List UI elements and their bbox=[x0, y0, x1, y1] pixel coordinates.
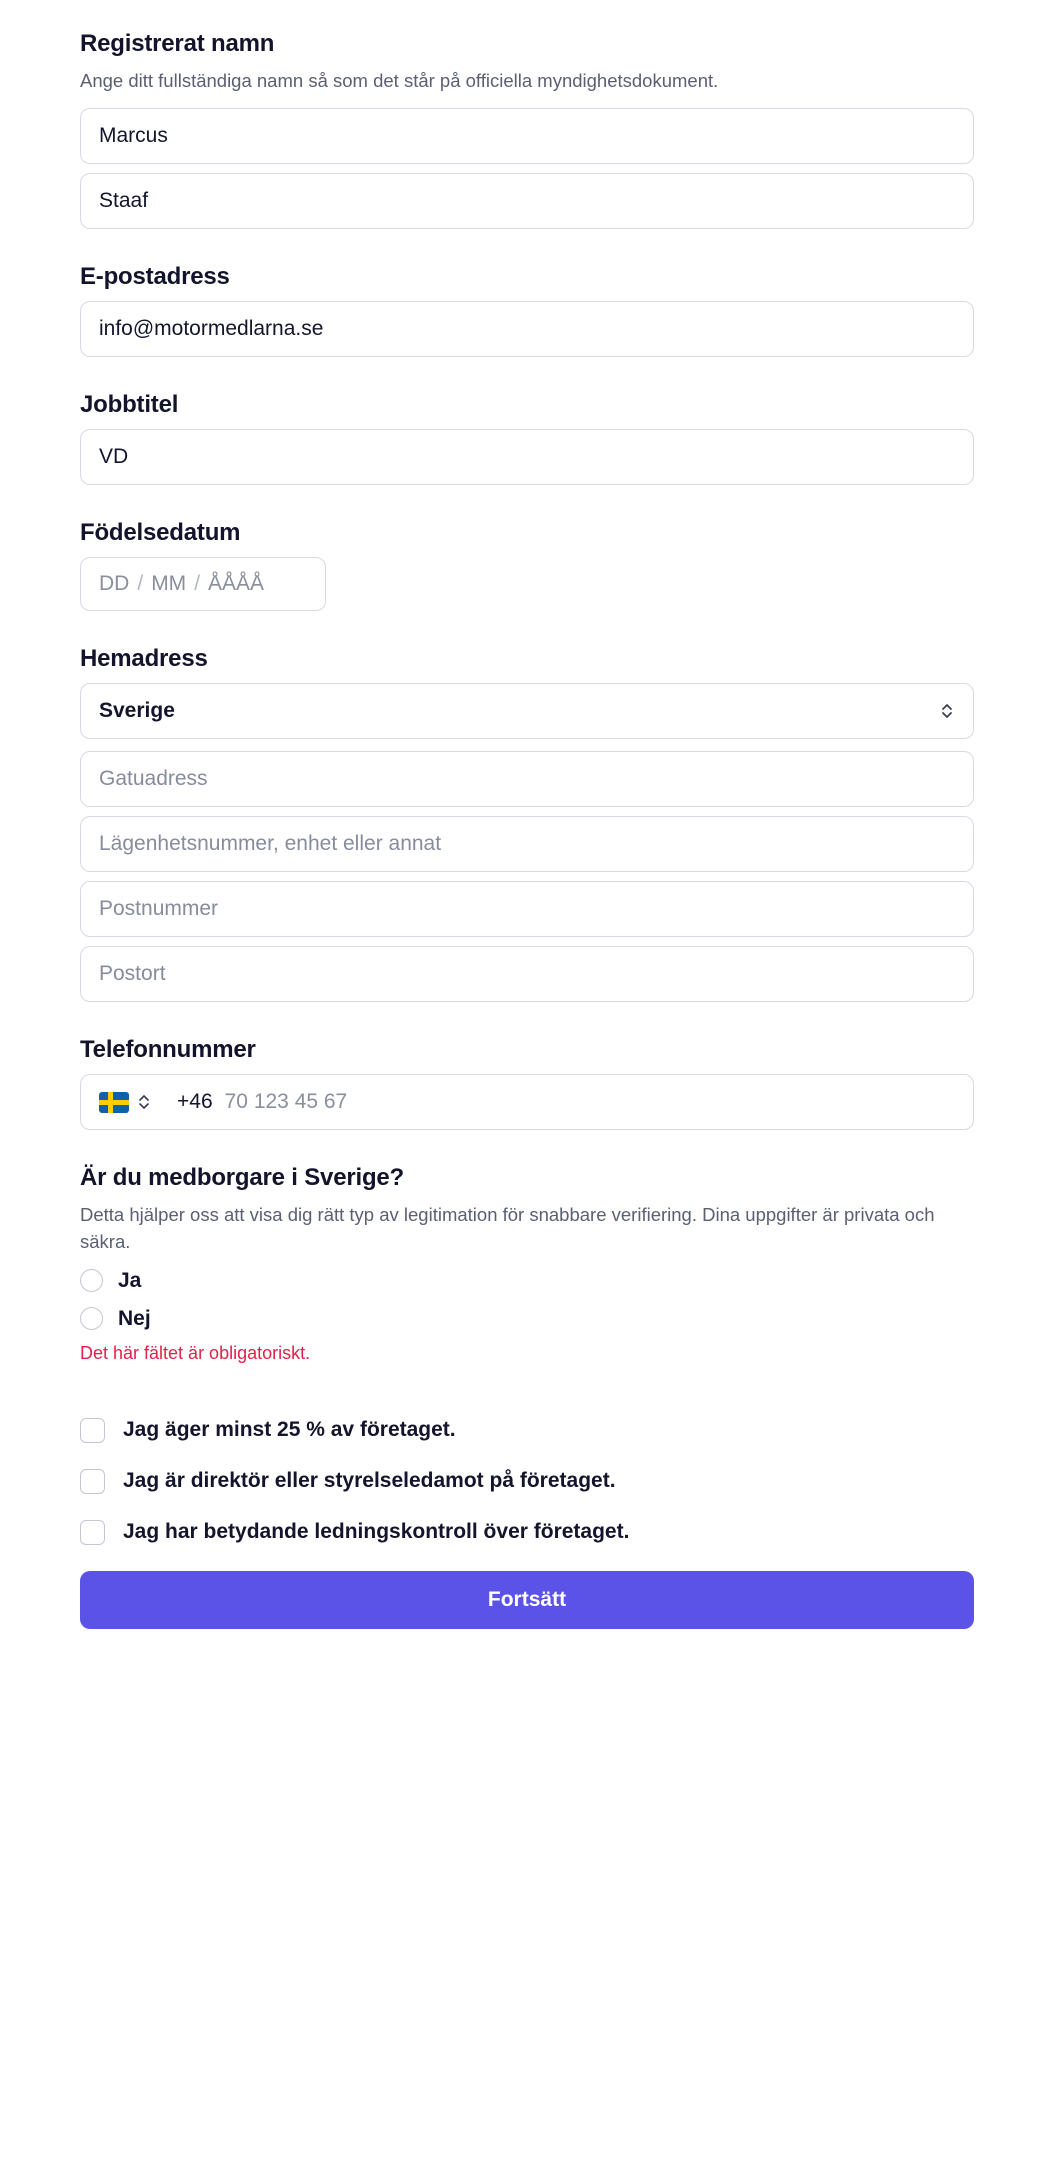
phone-input-row[interactable] bbox=[80, 1074, 974, 1130]
home-address-label: Hemadress bbox=[80, 645, 208, 673]
phone-label: Telefonnummer bbox=[80, 1036, 256, 1064]
radio-icon-no[interactable] bbox=[80, 1307, 103, 1330]
country-select[interactable] bbox=[80, 683, 974, 739]
sweden-flag-icon bbox=[99, 1092, 129, 1113]
radio-icon-yes[interactable] bbox=[80, 1269, 103, 1292]
checkbox-row-director[interactable] bbox=[80, 1469, 974, 1494]
checkbox-icon-control[interactable] bbox=[80, 1520, 105, 1545]
checkbox-row-ownership[interactable] bbox=[80, 1418, 974, 1443]
dob-day-placeholder[interactable]: DD bbox=[99, 572, 130, 596]
citizenship-label: Är du medborgare i Sverige? bbox=[80, 1164, 405, 1192]
job-title-section bbox=[80, 391, 974, 485]
street-address-input[interactable]: Gatuadress bbox=[80, 751, 974, 807]
date-of-birth-label: Födelsedatum bbox=[80, 519, 241, 547]
registered-name-section bbox=[80, 30, 974, 229]
job-title-label: Jobbtitel bbox=[80, 391, 179, 419]
citizenship-yes-label: Ja bbox=[118, 1268, 142, 1292]
registered-name-label: Registrerat namn bbox=[80, 30, 275, 57]
email-section bbox=[80, 263, 974, 357]
phone-dial-code: +46 bbox=[177, 1090, 213, 1114]
checkbox-icon-director[interactable] bbox=[80, 1469, 105, 1494]
dob-separator-2: / bbox=[194, 572, 201, 596]
dob-month-placeholder[interactable]: MM bbox=[151, 572, 187, 596]
checkbox-label-director: Jag är direktör eller styrelseledamot på företaget. bbox=[123, 1469, 616, 1493]
checkbox-row-control[interactable] bbox=[80, 1520, 974, 1545]
chevron-updown-icon[interactable] bbox=[137, 1092, 151, 1112]
home-address-section bbox=[80, 645, 974, 1002]
first-name-input[interactable]: Marcus bbox=[80, 108, 974, 164]
ownership-checkbox-group bbox=[80, 1418, 974, 1545]
citizenship-option-no[interactable] bbox=[80, 1307, 974, 1331]
phone-section bbox=[80, 1036, 974, 1130]
dob-year-placeholder[interactable]: ÅÅÅÅ bbox=[208, 572, 265, 596]
citizenship-error-message: Det här fältet är obligatoriskt. bbox=[80, 1342, 311, 1363]
postal-code-input[interactable]: Postnummer bbox=[80, 881, 974, 937]
chevron-updown-icon bbox=[939, 700, 955, 722]
city-input[interactable]: Postort bbox=[80, 946, 974, 1002]
country-select-value: Sverige bbox=[99, 699, 175, 723]
citizenship-hint: Detta hjälper oss att visa dig rätt typ av legitimation för snabbare verifiering. Dina uppgifter är privata och säkra. bbox=[80, 1204, 935, 1252]
job-title-input[interactable]: VD bbox=[80, 429, 974, 485]
checkbox-label-control: Jag har betydande ledningskontroll över företaget. bbox=[123, 1520, 630, 1544]
continue-button[interactable]: Fortsätt bbox=[80, 1571, 974, 1629]
citizenship-section bbox=[80, 1164, 974, 1364]
registered-name-hint: Ange ditt fullständiga namn så som det står på officiella myndighetsdokument. bbox=[80, 70, 719, 91]
checkbox-icon-ownership[interactable] bbox=[80, 1418, 105, 1443]
citizenship-option-yes[interactable] bbox=[80, 1269, 974, 1293]
email-input[interactable]: info@motormedlarna.se bbox=[80, 301, 974, 357]
citizenship-no-label: Nej bbox=[118, 1306, 151, 1330]
email-label: E-postadress bbox=[80, 263, 230, 291]
date-of-birth-section bbox=[80, 519, 974, 611]
phone-number-input[interactable]: 70 123 45 67 bbox=[224, 1090, 348, 1114]
checkbox-label-ownership: Jag äger minst 25 % av företaget. bbox=[123, 1418, 456, 1442]
last-name-input[interactable]: Staaf bbox=[80, 173, 974, 229]
dob-separator-1: / bbox=[137, 572, 144, 596]
apartment-input[interactable]: Lägenhetsnummer, enhet eller annat bbox=[80, 816, 974, 872]
date-of-birth-input[interactable] bbox=[80, 557, 326, 611]
